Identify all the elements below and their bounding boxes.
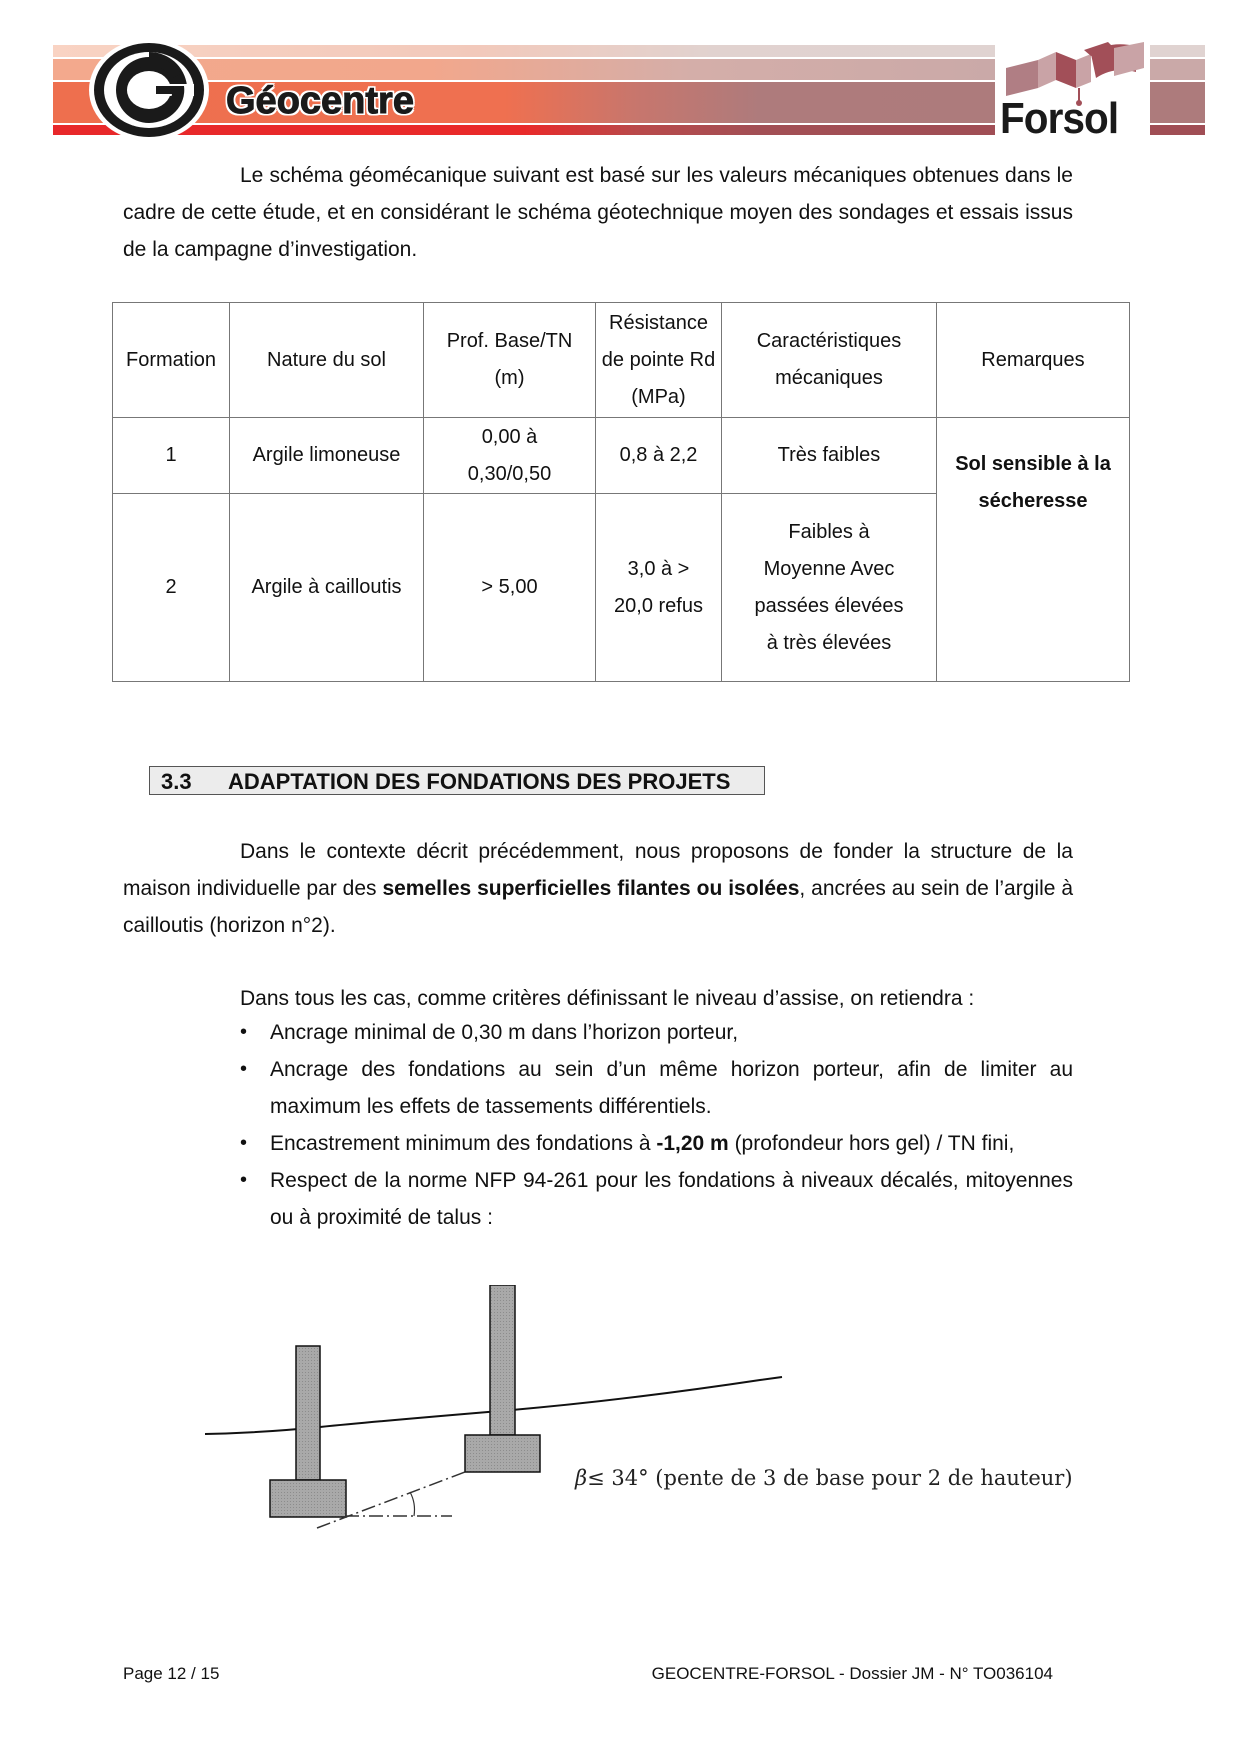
section-title: ADAPTATION DES FONDATIONS DES PROJETS — [228, 769, 731, 794]
banner-stripe-right — [1150, 59, 1205, 80]
header-formation: Formation — [113, 303, 230, 418]
forsol-logo — [996, 38, 1148, 142]
cell-formation: 1 — [113, 418, 230, 494]
criteria-list — [240, 1014, 1073, 1236]
list-item-bold-text: -1,20 m — [656, 1132, 729, 1155]
paragraph-text: Dans le contexte décrit précédemment, nous proposons de fonder la structure de la maison individuelle par des — [123, 840, 1073, 900]
list-item-text: Ancrage des fondations au sein d’un même horizon porteur, afin de limiter au maximum les effets de tassements différentiels. — [270, 1058, 1073, 1118]
bullet-icon: • — [240, 1058, 248, 1080]
intro-paragraph: Le schéma géomécanique suivant est basé sur les valeurs mécaniques obtenues dans le cadre de cette étude, et en considérant le schéma géotechnique moyen des sondages et essais issus de la campagne d’investigation. — [123, 164, 1073, 261]
left-footing — [270, 1480, 346, 1517]
paragraph-text: , ancrées au sein de l’argile à cailloutis (horizon n°2). — [123, 877, 1074, 937]
banner-stripe-right — [1150, 45, 1205, 57]
banner-stripe-right — [1150, 82, 1205, 123]
header-rd: Résistance de pointe Rd (MPa) — [596, 303, 722, 418]
cell-rd: 3,0 à > 20,0 refus — [596, 494, 722, 682]
angle-arc-icon — [410, 1492, 415, 1516]
header-nature: Nature du sol — [230, 303, 424, 418]
forsol-logo-text: Forsol — [1000, 94, 1119, 143]
cell-prof: 0,00 à 0,30/0,50 — [424, 418, 596, 494]
list-item-text: Encastrement minimum des fondations à — [270, 1132, 657, 1155]
section-heading — [149, 766, 765, 795]
foundation-slope-diagram — [200, 1285, 1080, 1545]
cell-rd: 0,8 à 2,2 — [596, 418, 722, 494]
left-column — [296, 1346, 320, 1480]
paragraph-bold-text: semelles superficielles filantes ou isolées — [382, 877, 800, 900]
header-remarques: Remarques — [937, 303, 1130, 418]
geomechanical-table — [112, 302, 1130, 682]
header-prof: Prof. Base/TN (m) — [424, 303, 596, 418]
header-carac: Caractéristiques mécaniques — [722, 303, 937, 418]
list-item-text: (profondeur hors gel) / TN fini, — [728, 1132, 1015, 1155]
banner-stripe-right — [1150, 125, 1205, 135]
list-item — [240, 1162, 1073, 1236]
list-item-text: Ancrage minimal de 0,30 m dans l’horizon porteur, — [270, 1021, 739, 1044]
header-banner — [0, 0, 1240, 150]
cell-nature: Argile limoneuse — [230, 418, 424, 494]
cell-prof: > 5,00 — [424, 494, 596, 682]
criteria-intro: Dans tous les cas, comme critères définissant le niveau d’assise, on retiendra : — [240, 987, 975, 1010]
geocentre-logo-text: Géocentre — [226, 80, 414, 122]
list-item-text: Respect de la norme NFP 94-261 pour les fondations à niveaux décalés, mitoyennes ou à proximité de talus : — [270, 1169, 1073, 1229]
cell-nature: Argile à cailloutis — [230, 494, 424, 682]
beta-symbol: β — [575, 1466, 588, 1490]
bullet-icon: • — [240, 1132, 248, 1154]
caption-text: ≤ 34° (pente de 3 de base pour 2 de hauteur) — [587, 1466, 1073, 1490]
right-footing — [465, 1435, 540, 1472]
cell-carac: Faibles à Moyenne Avec passées élevées à très élevées — [722, 494, 937, 682]
document-reference: GEOCENTRE-FORSOL - Dossier JM - N° TO036104 — [651, 1664, 1053, 1683]
right-column — [490, 1285, 515, 1435]
cell-remarques: Sol sensible à la sécheresse — [937, 418, 1130, 682]
cell-carac: Très faibles — [722, 418, 937, 494]
foundation-paragraph — [123, 833, 1073, 944]
list-item — [240, 1125, 1073, 1162]
cell-formation: 2 — [113, 494, 230, 682]
list-item — [240, 1051, 1073, 1125]
page-number: Page 12 / 15 — [123, 1664, 220, 1683]
table-row — [113, 418, 1130, 494]
bullet-icon: • — [240, 1169, 248, 1191]
diagram-caption — [575, 1466, 1073, 1490]
geocentre-logo-icon — [88, 38, 210, 142]
list-item — [240, 1014, 1073, 1051]
section-number: 3.3 — [161, 769, 192, 794]
table-header-row — [113, 303, 1130, 418]
bullet-icon: • — [240, 1021, 248, 1043]
